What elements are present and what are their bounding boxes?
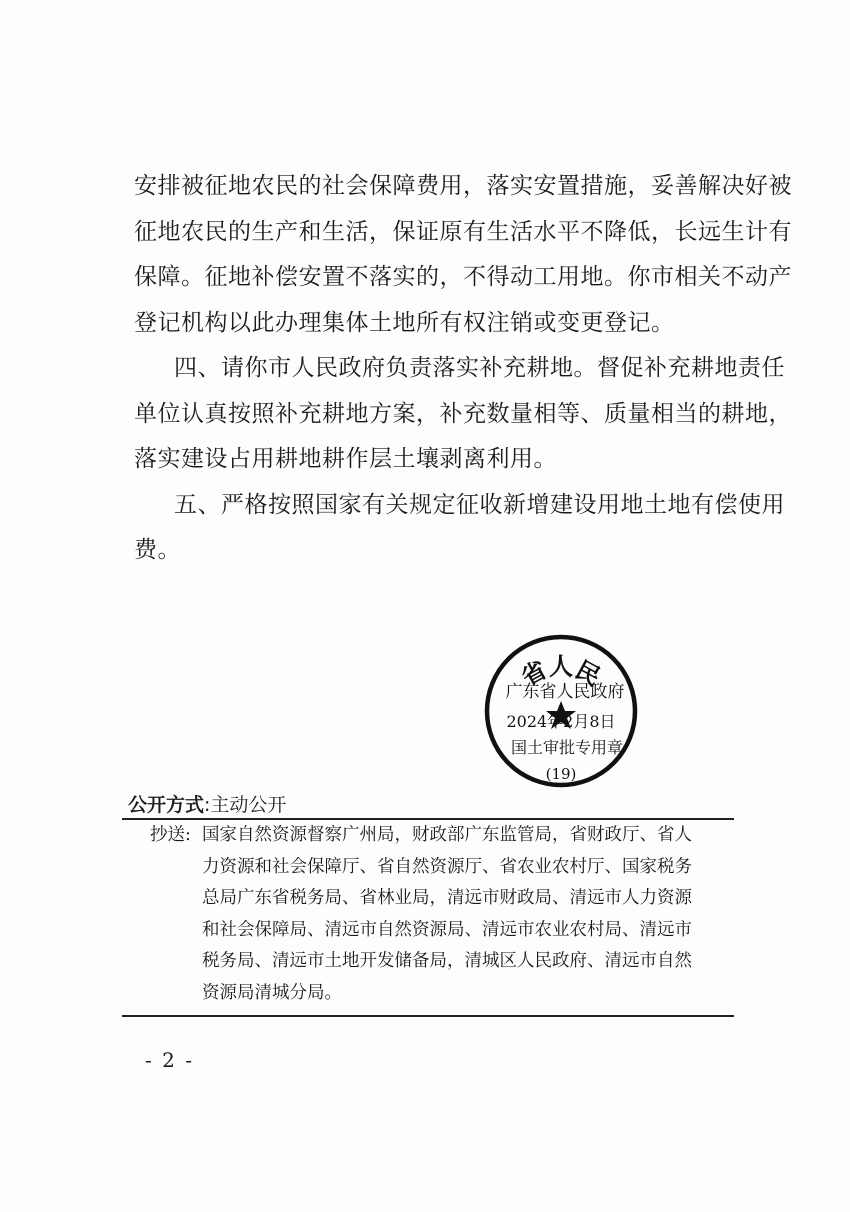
body-line: 安排被征地农民的社会保障费用，落实安置措施，妥善解决好被 (134, 173, 792, 199)
seal-line-1: 广东省人民政府 (505, 682, 625, 702)
cc-line: 国家自然资源督察广州局，财政部广东监管局，省财政厅、省人 (202, 825, 692, 845)
paragraph-3 (134, 164, 792, 346)
body-line: 单位认真按照补充耕地方案，补充数量相等、质量相当的耕地， (134, 400, 792, 427)
cc-line: 总局广东省税务局、省林业局，清远市财政局、清远市人力资源 (202, 888, 692, 908)
body-line: 登记机构以此办理集体土地所有权注销或变更登记。 (134, 309, 675, 336)
body-line: 保障。征地补偿安置不落实的，不得动工用地。你市相关不动产 (134, 264, 792, 290)
body-line: 落实建设占用耕地耕作层土壤剥离利用。 (134, 446, 557, 472)
body-line: 征地农民的生产和生活，保证原有生活水平不降低，长远生计有 (134, 218, 792, 245)
cc-line: 税务局、清远市土地开发储备局，清城区人民政府、清远市自然 (202, 951, 692, 971)
paragraph-5 (134, 483, 785, 574)
disclosure-separator: : (204, 794, 211, 816)
seal-top-arc-text: 省人民 (516, 651, 606, 692)
body-line: 五、严格按照国家有关规定征收新增建设用地土地有偿使用 (174, 491, 785, 518)
official-seal (481, 631, 641, 791)
cc-line: 资源局清城分局。 (202, 982, 342, 1003)
document-body (134, 164, 792, 574)
body-line: 费。 (134, 537, 181, 563)
cc-line: 力资源和社会保障厅、省自然资源厅、省农业农村厅、国家税务 (202, 856, 692, 877)
seal-date: 2024年2月8日 (506, 712, 616, 731)
disclosure-label: 公开方式 (128, 794, 205, 816)
page-number: - 2 - (145, 1048, 194, 1072)
seal-number: (19) (545, 765, 577, 783)
cc-label: 抄送: (150, 825, 191, 845)
seal-purpose: 国土审批专用章 (510, 738, 624, 757)
disclosure-method (128, 790, 286, 817)
divider-bottom (122, 1015, 734, 1017)
cc-line: 和社会保障局、清远市自然资源局、清远市农业农村局、清远市 (202, 919, 692, 940)
paragraph-4 (134, 346, 792, 483)
cc-recipients (202, 820, 742, 1009)
body-line: 四、请你市人民政府负责落实补充耕地。督促补充耕地责任 (174, 355, 785, 381)
disclosure-value: 主动公开 (210, 794, 287, 816)
